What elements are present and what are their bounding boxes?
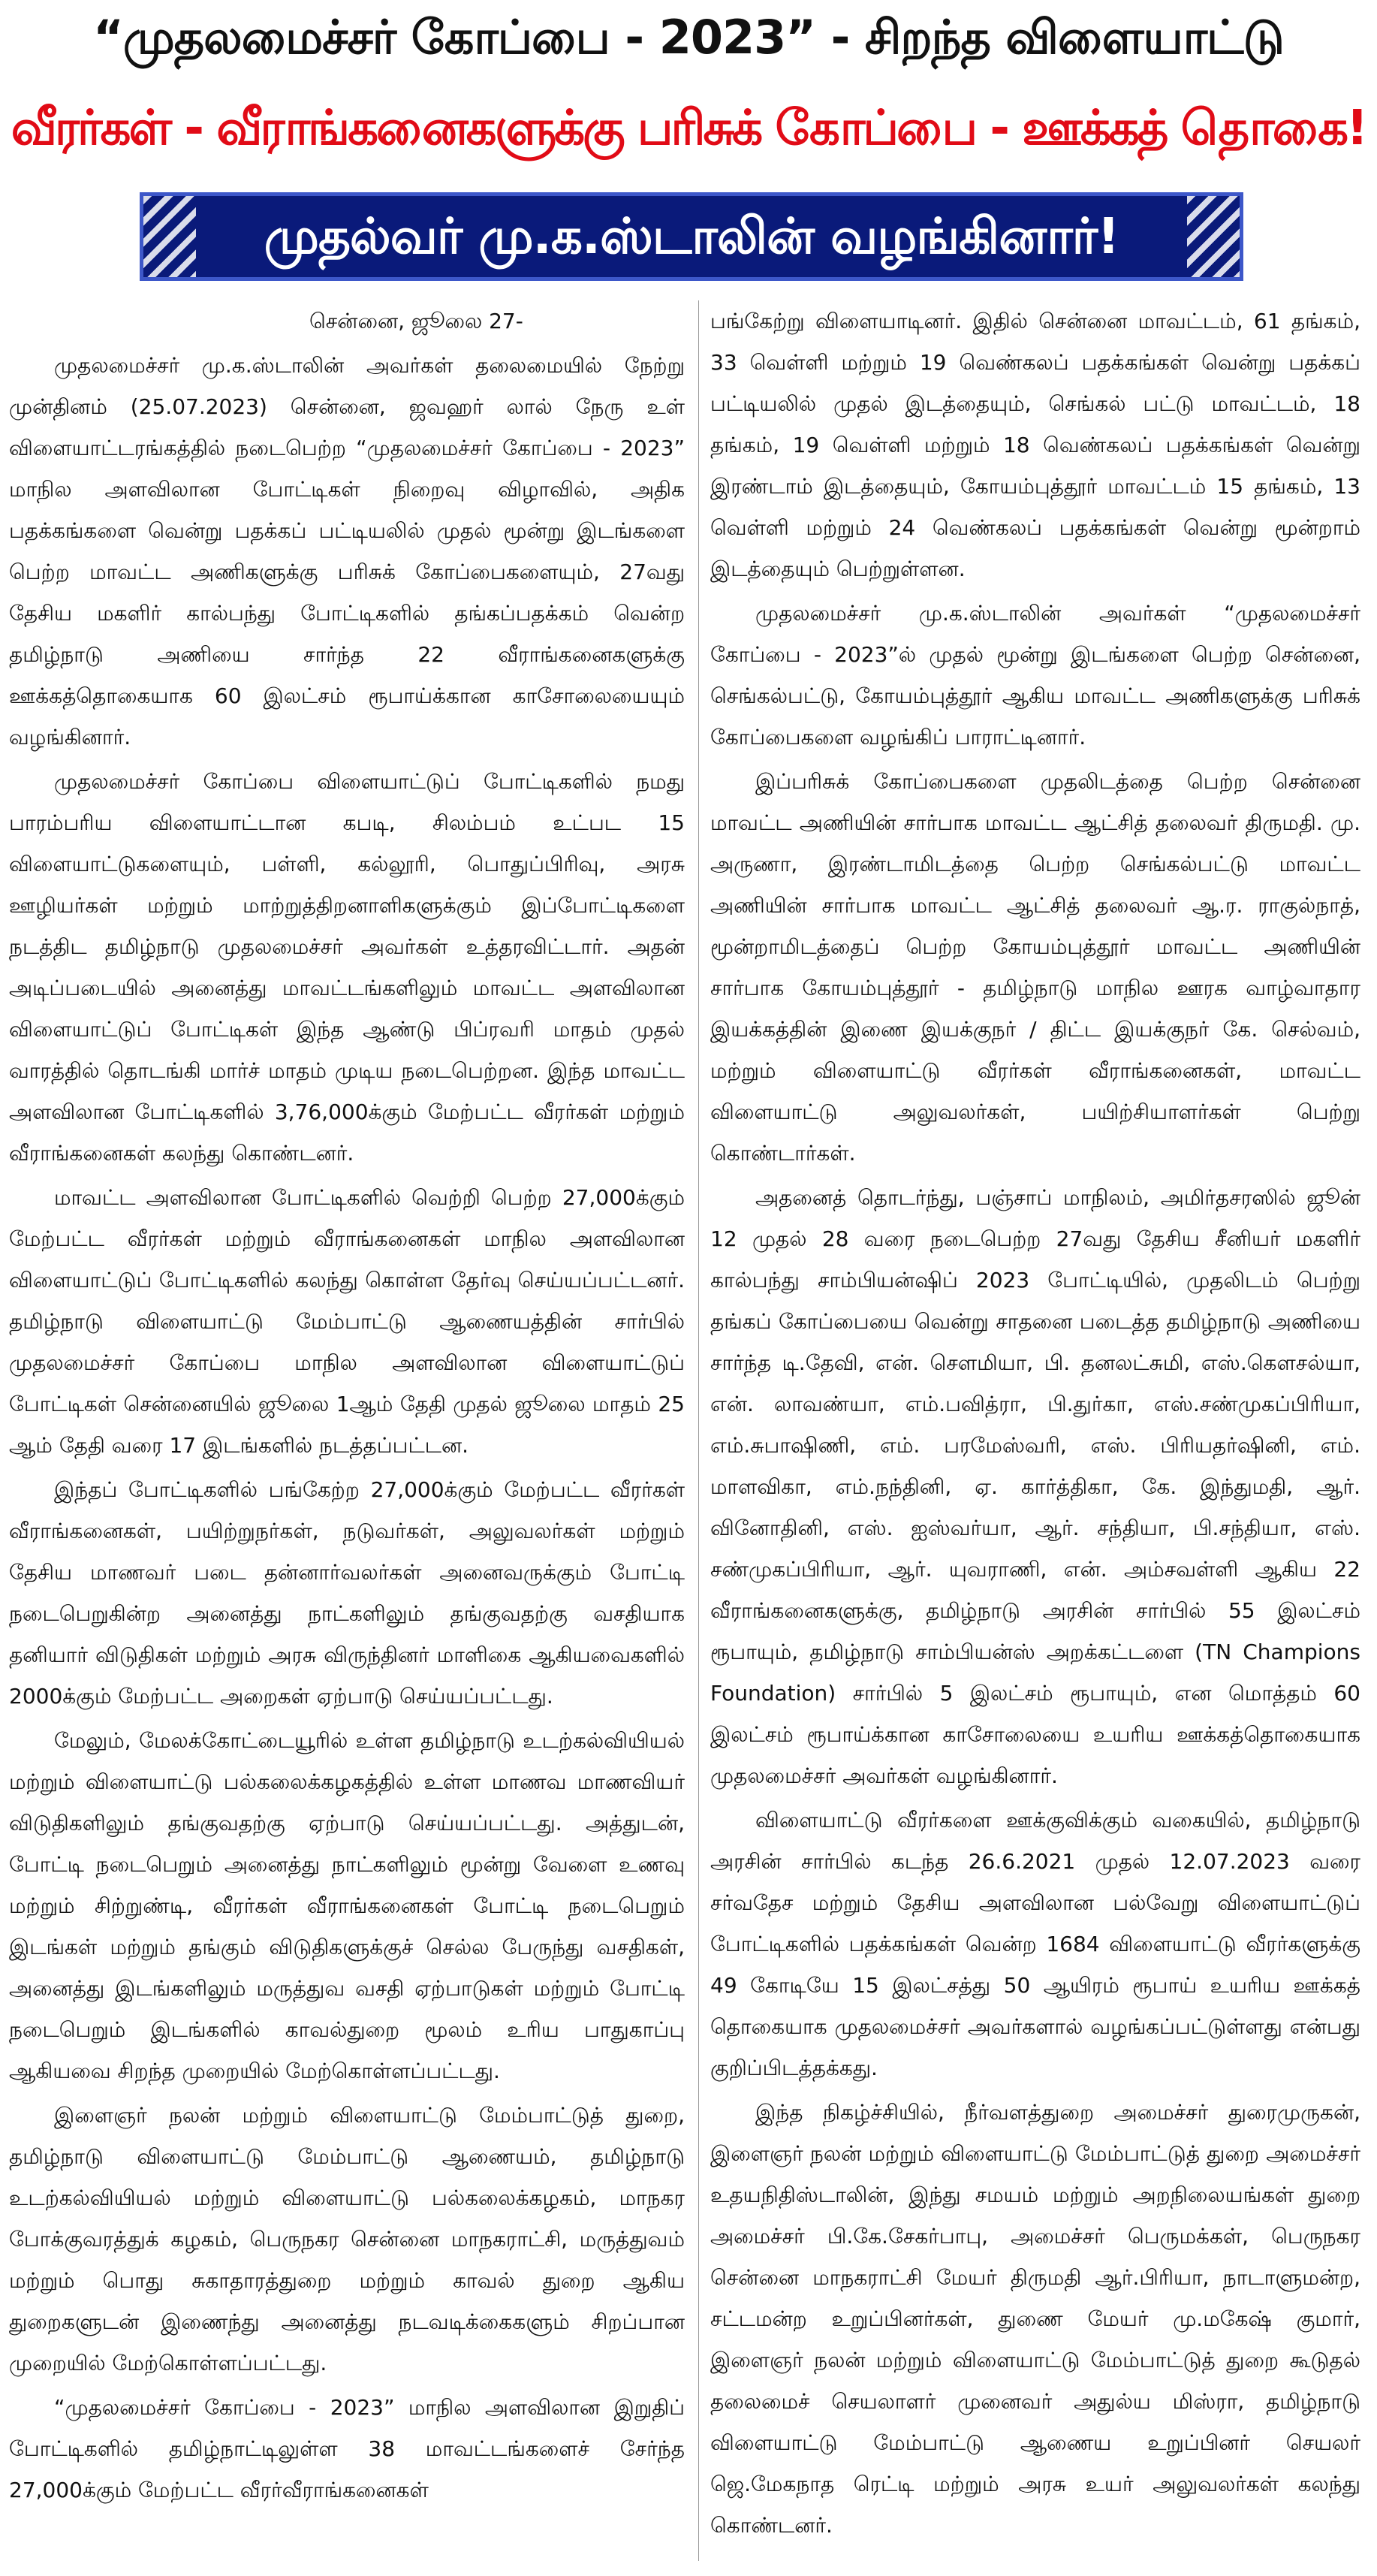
right-paragraph-6: இந்த நிகழ்ச்சியில், நீர்வளத்துறை அமைச்சர் துரைமுருகன், இளைஞர் நலன் மற்றும் விளையாட்டு மேம்பாட்டுத் துறை அமைச்சர் உதயநிதிஸ்டாலின், இந்து சமயம் மற்றும் அறநிலையங்கள் துறை அமைச்சர் பி.கே.சேகர்பாபு, அமைச்சர் பெருமக்கள், பெருநகர சென்னை மாநகராட்சி மேயர் திருமதி ஆர்.பிரியா, நாடாளுமன்ற, சட்டமன்ற உறுப்பினர்கள், துணை மேயர் மு.மகேஷ் குமார், இளைஞர் நலன் மற்றும் விளையாட்டு மேம்பாட்டுத் துறை கூடுதல் தலைமைச் செயலாளர் முனைவர் அதுல்ய மிஸ்ரா, தமிழ்நாடு விளையாட்டு மேம்பாட்டு ஆணைய உறுப்பினர் செயலர் ஜெ.மேகநாத ரெட்டி மற்றும் அரசு உயர் அலுவலர்கள் கலந்து கொண்டனர். [710, 2100, 1360, 2538]
right-paragraph-1: பங்கேற்று விளையாடினர். இதில் சென்னை மாவட்டம், 61 தங்கம், 33 வெள்ளி மற்றும் 19 வெண்கலப் பதக்கங்கள் வென்று பதக்கப் பட்டியலில் முதல் இடத்தையும், செங்கல் பட்டு மாவட்டம், 18 தங்கம், 19 வெள்ளி மற்றும் 18 வெண்கலப் பதக்கங்கள் வென்று இரண்டாம் இடத்தையும், கோயம்புத்தூர் மாவட்டம் 15 தங்கம், 13 வெள்ளி மற்றும் 24 வெண்கலப் பதக்கங்கள் வென்று மூன்றாம் இடத்தையும் பெற்றுள்ளன. [710, 309, 1360, 581]
left-paragraph-6: இளைஞர் நலன் மற்றும் விளையாட்டு மேம்பாட்டுத் துறை, தமிழ்நாடு விளையாட்டு மேம்பாட்டு ஆணையம், தமிழ்நாடு உடற்கல்வியியல் மற்றும் விளையாட்டு பல்கலைக்கழகம், மாநகர போக்குவரத்துக் கழகம், பெருநகர சென்னை மாநகராட்சி, மருத்துவம் மற்றும் பொது சுகாதாரத்துறை மற்றும் காவல் துறை ஆகிய துறைகளுடன் இணைந்து அனைத்து நடவடிக்கைகளும் சிறப்பான முறையில் மேற்கொள்ளப்பட்டது. [9, 2103, 685, 2375]
headline-line-1: “முதலமைச்சர் கோப்பை - 2023” - சிறந்த விளையாட்டு [93, 10, 1284, 65]
left-paragraph-4: இந்தப் போட்டிகளில் பங்கேற்ற 27,000க்கும் மேற்பட்ட வீரர்கள் வீராங்கனைகள், பயிற்றுநர்கள், நடுவர்கள், அலுவலர்கள் மற்றும் தேசிய மாணவர் படை தன்னார்வலர்கள் அனைவருக்கும் போட்டி நடைபெறுகின்ற அனைத்து நாட்களிலும் தங்குவதற்கு வசதியாக தனியார் விடுதிகள் மற்றும் அரசு விருந்தினர் மாளிகை ஆகியவைகளில் 2000க்கும் மேற்பட்ட அறைகள் ஏற்பாடு செய்யப்பட்டது. [9, 1477, 685, 1709]
subtitle-banner [140, 192, 1243, 281]
left-paragraph-5: மேலும், மேலக்கோட்டையூரில் உள்ள தமிழ்நாடு உடற்கல்வியியல் மற்றும் விளையாட்டு பல்கலைக்கழகத்தில் உள்ள மாணவ மாணவியர் விடுதிகளிலும் தங்குவதற்கு ஏற்பாடு செய்யப்பட்டது. அத்துடன், போட்டி நடைபெறும் அனைத்து நாட்களிலும் மூன்று வேளை உணவு மற்றும் சிற்றுண்டி, வீரர்கள் வீராங்கனைகள் போட்டி நடைபெறும் இடங்கள் மற்றும் தங்கும் விடுதிகளுக்குச் செல்ல பேருந்து வசதிகள், அனைத்து இடங்களிலும் மருத்துவ வசதி ஏற்பாடுகள் மற்றும் போட்டி நடைபெறும் இடங்களில் காவல்துறை மூலம் உரிய பாதுகாப்பு ஆகியவை சிறந்த முறையில் மேற்கொள்ளப்பட்டது. [9, 1728, 685, 2083]
left-column [9, 300, 685, 2576]
left-paragraph-7: “முதலமைச்சர் கோப்பை - 2023” மாநில அளவிலான இறுதிப் போட்டிகளில் தமிழ்நாட்டிலுள்ள 38 மாவட்டங்களைச் சேர்ந்த 27,000க்கும் மேற்பட்ட வீரர்வீராங்கனைகள் [9, 2395, 685, 2502]
left-paragraph-1: முதலமைச்சர் மு.க.ஸ்டாலின் அவர்கள் தலைமையில் நேற்று முன்தினம் (25.07.2023) சென்னை, ஜவஹர் லால் நேரு உள் விளையாட்டரங்கத்தில் நடைபெற்ற “முதலமைச்சர் கோப்பை - 2023” மாநில அளவிலான போட்டிகள் நிறைவு விழாவில், அதிக பதக்கங்களை வென்று பதக்கப் பட்டியலில் முதல் மூன்று இடங்களை பெற்ற மாவட்ட அணிகளுக்கு பரிசுக் கோப்பைகளையும், 27வது தேசிய மகளிர் கால்பந்து போட்டிகளில் தங்கப்பதக்கம் வென்ற தமிழ்நாடு அணியை சார்ந்த 22 வீராங்கனைகளுக்கு ஊக்கத்தொகையாக 60 இலட்சம் ரூபாய்க்கான காசோலையையும் வழங்கினார். [9, 353, 685, 750]
right-paragraph-4: அதனைத் தொடர்ந்து, பஞ்சாப் மாநிலம், அமிர்தசரஸில் ஜூன் 12 முதல் 28 வரை நடைபெற்ற 27வது தேசிய சீனியர் மகளிர் கால்பந்து சாம்பியன்ஷிப் 2023 போட்டியில், முதலிடம் பெற்று தங்கப் கோப்பையை வென்று சாதனை படைத்த தமிழ்நாடு அணியை சார்ந்த டி.தேவி, என். சௌமியா, பி. தனலட்சுமி, எஸ்.கௌசல்யா, என். லாவண்யா, எம்.பவித்ரா, பி.துர்கா, எஸ்.சண்முகப்பிரியா, எம்.சுபாஷிணி, எம். பரமேஸ்வரி, எஸ். பிரியதர்ஷினி, எம். மாளவிகா, எம்.நந்தினி, ஏ. கார்த்திகா, கே. இந்துமதி, ஆர். வினோதினி, எஸ். ஐஸ்வர்யா, ஆர். சந்தியா, பி.சந்தியா, எஸ். சண்முகப்பிரியா, ஆர். யுவராணி, என். அம்சவள்ளி ஆகிய 22 வீராங்கனைகளுக்கு, தமிழ்நாடு அரசின் சார்பில் 55 இலட்சம் ரூபாயும், தமிழ்நாடு சாம்பியன்ஸ் அறக்கட்டளை (TN Champions Foundation) சார்பில் 5 இலட்சம் ரூபாயும், என மொத்தம் 60 இலட்சம் ரூபாய்க்கான காசோலையை உயரிய ஊக்கத்தொகையாக முதலமைச்சர் அவர்கள் வழங்கினார். [710, 1185, 1360, 1788]
right-paragraph-3: இப்பரிசுக் கோப்பைகளை முதலிடத்தை பெற்ற சென்னை மாவட்ட அணியின் சார்பாக மாவட்ட ஆட்சித் தலைவர் திருமதி. மு. அருணா, இரண்டாமிடத்தை பெற்ற செங்கல்பட்டு மாவட்ட அணியின் சார்பாக மாவட்ட ஆட்சித் தலைவர் ஆ.ர. ராகுல்நாத், மூன்றாமிடத்தைப் பெற்ற கோயம்புத்தூர் மாவட்ட அணியின் சார்பாக கோயம்புத்தூர் - தமிழ்நாடு மாநில ஊரக வாழ்வாதார இயக்கத்தின் இணை இயக்குநர் / திட்ட இயக்குநர் கே. செல்வம், மற்றும் விளையாட்டு வீரர்கள் வீராங்கனைகள், மாவட்ட விளையாட்டு அலுவலர்கள், பயிற்சியாளர்கள் பெற்று கொண்டார்கள். [710, 769, 1360, 1166]
right-paragraph-5: விளையாட்டு வீரர்களை ஊக்குவிக்கும் வகையில், தமிழ்நாடு அரசின் சார்பில் கடந்த 26.6.2021 முதல் 12.07.2023 வரை சர்வதேச மற்றும் தேசிய அளவிலான பல்வேறு விளையாட்டுப் போட்டிகளில் பதக்கங்கள் வென்ற 1684 விளையாட்டு வீரர்களுக்கு 49 கோடியே 15 இலட்சத்து 50 ஆயிரம் ரூபாய் உயரிய ஊக்கத் தொகையாக முதலமைச்சர் அவர்களால் வழங்கப்பட்டுள்ளது என்பது குறிப்பிடத்தக்கது. [710, 1808, 1360, 2080]
headline-line-2: வீரர்கள் - வீராங்கனைகளுக்கு பரிசுக் கோப்பை - ஊக்கத் தொகை! [11, 101, 1366, 156]
dateline: சென்னை, ஜூலை 27- [309, 309, 523, 333]
article-body [0, 300, 1377, 2576]
banner-stripes-right [1187, 196, 1240, 277]
right-paragraph-2: முதலமைச்சர் மு.க.ஸ்டாலின் அவர்கள் “முதலமைச்சர் கோப்பை - 2023”ல் முதல் மூன்று இடங்களை பெற்ற சென்னை, செங்கல்பட்டு, கோயம்புத்தூர் ஆகிய மாவட்ட அணிகளுக்கு பரிசுக் கோப்பைகளை வழங்கிப் பாராட்டினார். [710, 601, 1360, 750]
subtitle-text: முதல்வர் மு.க.ஸ்டாலின் வழங்கினார்! [264, 207, 1119, 265]
left-paragraph-2: முதலமைச்சர் கோப்பை விளையாட்டுப் போட்டிகளில் நமது பாரம்பரிய விளையாட்டான கபடி, சிலம்பம் உட்பட 15 விளையாட்டுகளையும், பள்ளி, கல்லூரி, பொதுப்பிரிவு, அரசு ஊழியர்கள் மற்றும் மாற்றுத்திறனாளிகளுக்கும் இப்போட்டிகளை நடத்திட தமிழ்நாடு முதலமைச்சர் அவர்கள் உத்தரவிட்டார். அதன் அடிப்படையில் அனைத்து மாவட்டங்களிலும் மாவட்ட அளவிலான விளையாட்டுப் போட்டிகள் இந்த ஆண்டு பிப்ரவரி மாதம் முதல் வாரத்தில் தொடங்கி மார்ச் மாதம் முடிய நடைபெற்றன. இந்த மாவட்ட அளவிலான போட்டிகளில் 3,76,000க்கும் மேற்பட்ட வீரர்கள் மற்றும் வீராங்கனைகள் கலந்து கொண்டனர். [9, 769, 685, 1166]
right-column [710, 300, 1360, 2576]
left-paragraph-3: மாவட்ட அளவிலான போட்டிகளில் வெற்றி பெற்ற 27,000க்கும் மேற்பட்ட வீரர்கள் மற்றும் வீராங்கனைகள் மாநில அளவிலான விளையாட்டுப் போட்டிகளில் கலந்து கொள்ள தேர்வு செய்யப்பட்டனர். தமிழ்நாடு விளையாட்டு மேம்பாட்டு ஆணையத்தின் சார்பில் முதலமைச்சர் கோப்பை மாநில அளவிலான விளையாட்டுப் போட்டிகள் சென்னையில் ஜூலை 1ஆம் தேதி முதல் ஜூலை மாதம் 25 ஆம் தேதி வரை 17 இடங்களில் நடத்தப்பட்டன. [9, 1185, 685, 1458]
banner-stripes-left [143, 196, 196, 277]
